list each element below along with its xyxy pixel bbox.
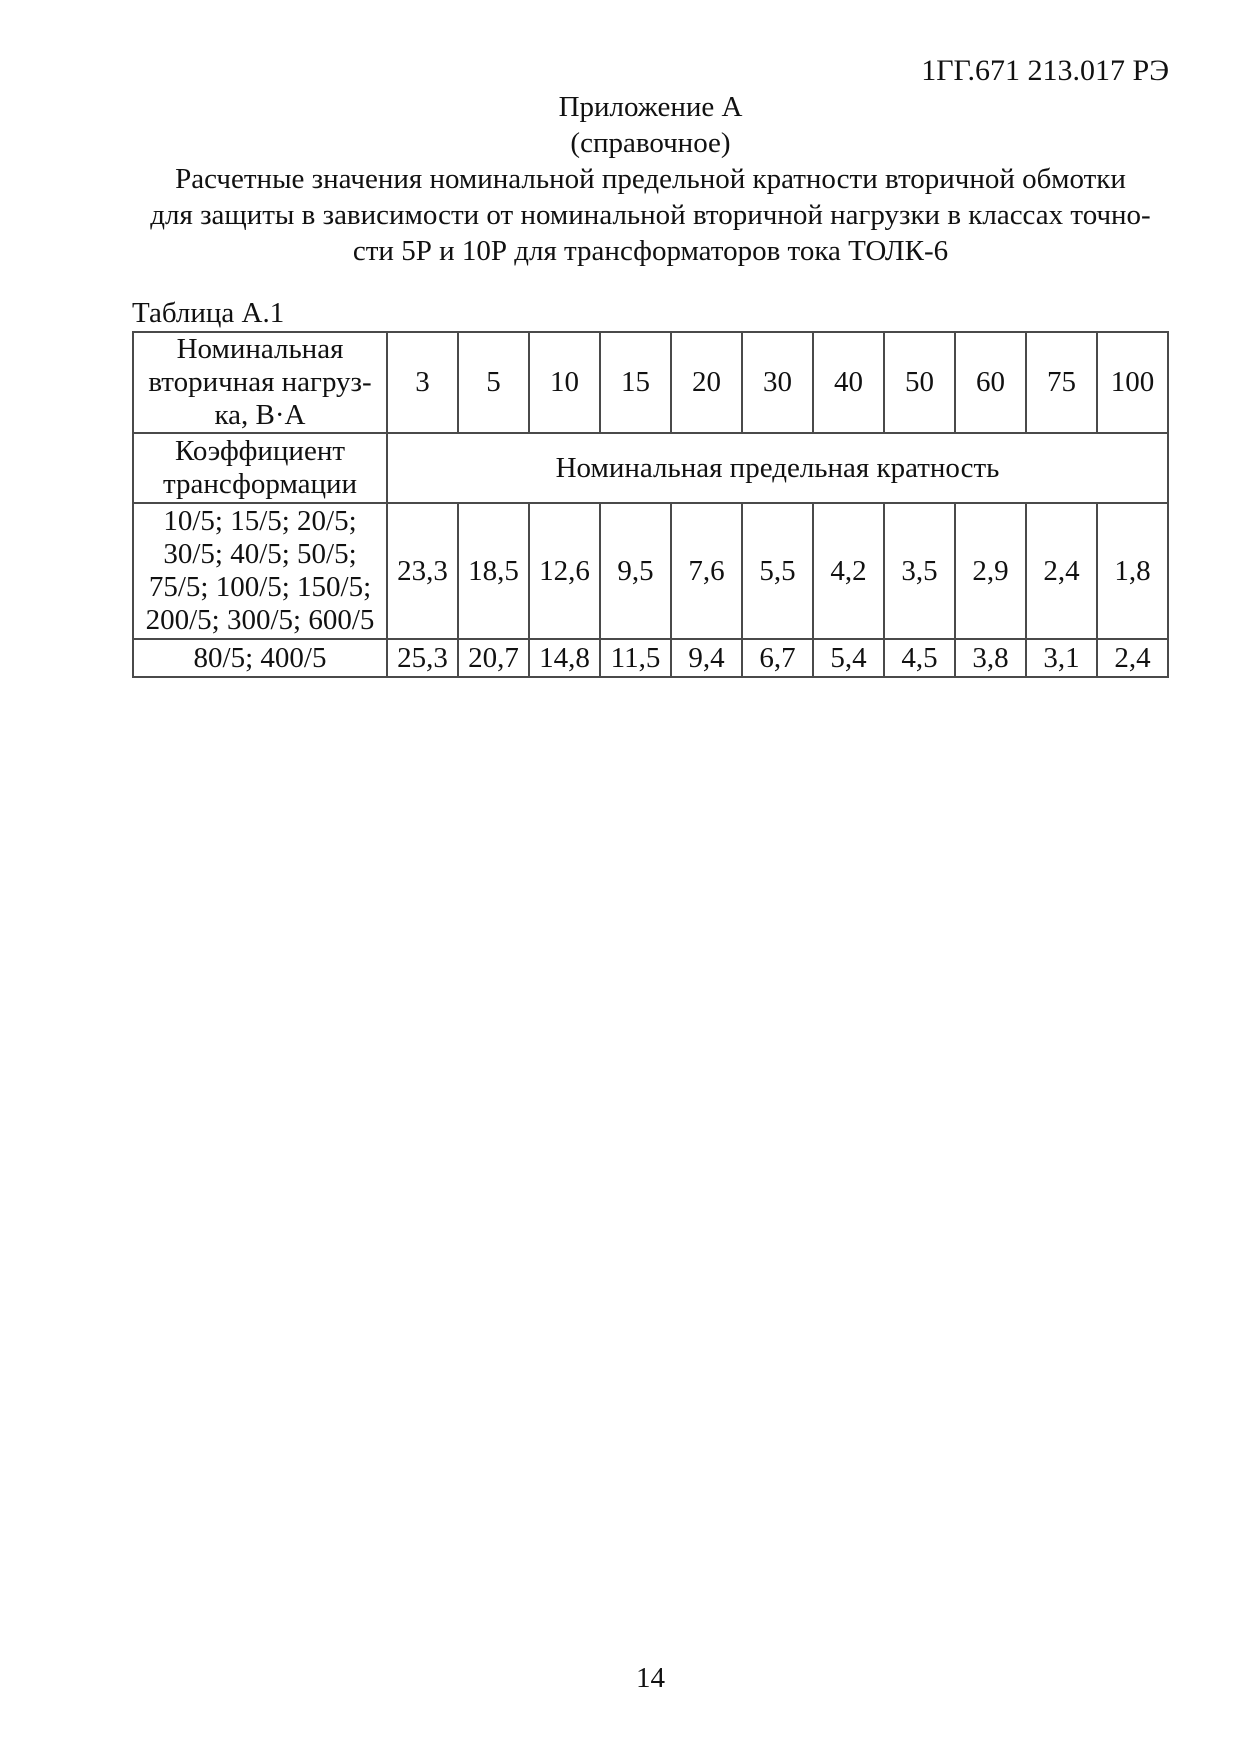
load-value-cell: 5 bbox=[458, 332, 529, 433]
coef-group-line: 200/5; 300/5; 600/5 bbox=[145, 604, 375, 636]
coef-group-line: 30/5; 40/5; 50/5; bbox=[163, 538, 357, 570]
load-value-cell: 20 bbox=[671, 332, 742, 433]
table-caption: Таблица А.1 bbox=[132, 297, 285, 329]
load-value-cell: 30 bbox=[742, 332, 813, 433]
appendix-title bbox=[132, 161, 1169, 269]
value-cell: 12,6 bbox=[529, 503, 600, 639]
table-row-multiplicity-header bbox=[133, 433, 1168, 503]
value-cell: 6,7 bbox=[742, 639, 813, 677]
data-table bbox=[132, 331, 1169, 678]
value-cell: 2,9 bbox=[955, 503, 1026, 639]
load-value-cell: 3 bbox=[387, 332, 458, 433]
value-cell: 9,4 bbox=[671, 639, 742, 677]
value-cell: 7,6 bbox=[671, 503, 742, 639]
load-header-line: вторичная нагруз- bbox=[148, 366, 372, 398]
document-code: 1ГГ.671 213.017 РЭ bbox=[921, 54, 1169, 87]
coef-group-cell: 80/5; 400/5 bbox=[133, 639, 387, 677]
multiplicity-header-cell: Номинальная предельная кратность bbox=[387, 433, 1168, 503]
value-cell: 11,5 bbox=[600, 639, 671, 677]
value-cell: 3,8 bbox=[955, 639, 1026, 677]
coef-group-cell bbox=[133, 503, 387, 639]
load-value-cell: 50 bbox=[884, 332, 955, 433]
load-value-cell: 40 bbox=[813, 332, 884, 433]
appendix-heading: Приложение А bbox=[558, 91, 743, 123]
page-content bbox=[132, 53, 1169, 678]
appendix-kind: (справочное) bbox=[570, 127, 731, 159]
coef-header-line: трансформации bbox=[162, 468, 358, 500]
load-value-cell: 15 bbox=[600, 332, 671, 433]
table-row bbox=[133, 503, 1168, 639]
title-line: Расчетные значения номинальной предельной кратности вторичной обмотки bbox=[175, 163, 1126, 195]
load-header-cell bbox=[133, 332, 387, 433]
value-cell: 20,7 bbox=[458, 639, 529, 677]
value-cell: 3,5 bbox=[884, 503, 955, 639]
value-cell: 4,5 bbox=[884, 639, 955, 677]
page-number: 14 bbox=[636, 1662, 665, 1694]
coef-group-line: 10/5; 15/5; 20/5; bbox=[163, 505, 357, 537]
value-cell: 1,8 bbox=[1097, 503, 1168, 639]
title-line: для защиты в зависимости от номинальной вторичной нагрузки в классах точно- bbox=[150, 199, 1151, 231]
value-cell: 23,3 bbox=[387, 503, 458, 639]
value-cell: 3,1 bbox=[1026, 639, 1097, 677]
coef-group-line: 75/5; 100/5; 150/5; bbox=[148, 571, 372, 603]
load-header-line: Номинальная bbox=[176, 333, 344, 365]
value-cell: 2,4 bbox=[1097, 639, 1168, 677]
value-cell: 14,8 bbox=[529, 639, 600, 677]
value-cell: 2,4 bbox=[1026, 503, 1097, 639]
value-cell: 4,2 bbox=[813, 503, 884, 639]
value-cell: 9,5 bbox=[600, 503, 671, 639]
table-row-load-header bbox=[133, 332, 1168, 433]
value-cell: 18,5 bbox=[458, 503, 529, 639]
table-row bbox=[133, 639, 1168, 677]
title-line: сти 5Р и 10Р для трансформаторов тока ТОЛК-6 bbox=[352, 235, 949, 267]
load-value-cell: 60 bbox=[955, 332, 1026, 433]
coef-header-cell bbox=[133, 433, 387, 503]
value-cell: 25,3 bbox=[387, 639, 458, 677]
load-header-line: ка, В·А bbox=[214, 399, 306, 431]
value-cell: 5,4 bbox=[813, 639, 884, 677]
load-value-cell: 10 bbox=[529, 332, 600, 433]
load-value-cell: 75 bbox=[1026, 332, 1097, 433]
coef-header-line: Коэффициент bbox=[174, 435, 346, 467]
load-value-cell: 100 bbox=[1097, 332, 1168, 433]
value-cell: 5,5 bbox=[742, 503, 813, 639]
